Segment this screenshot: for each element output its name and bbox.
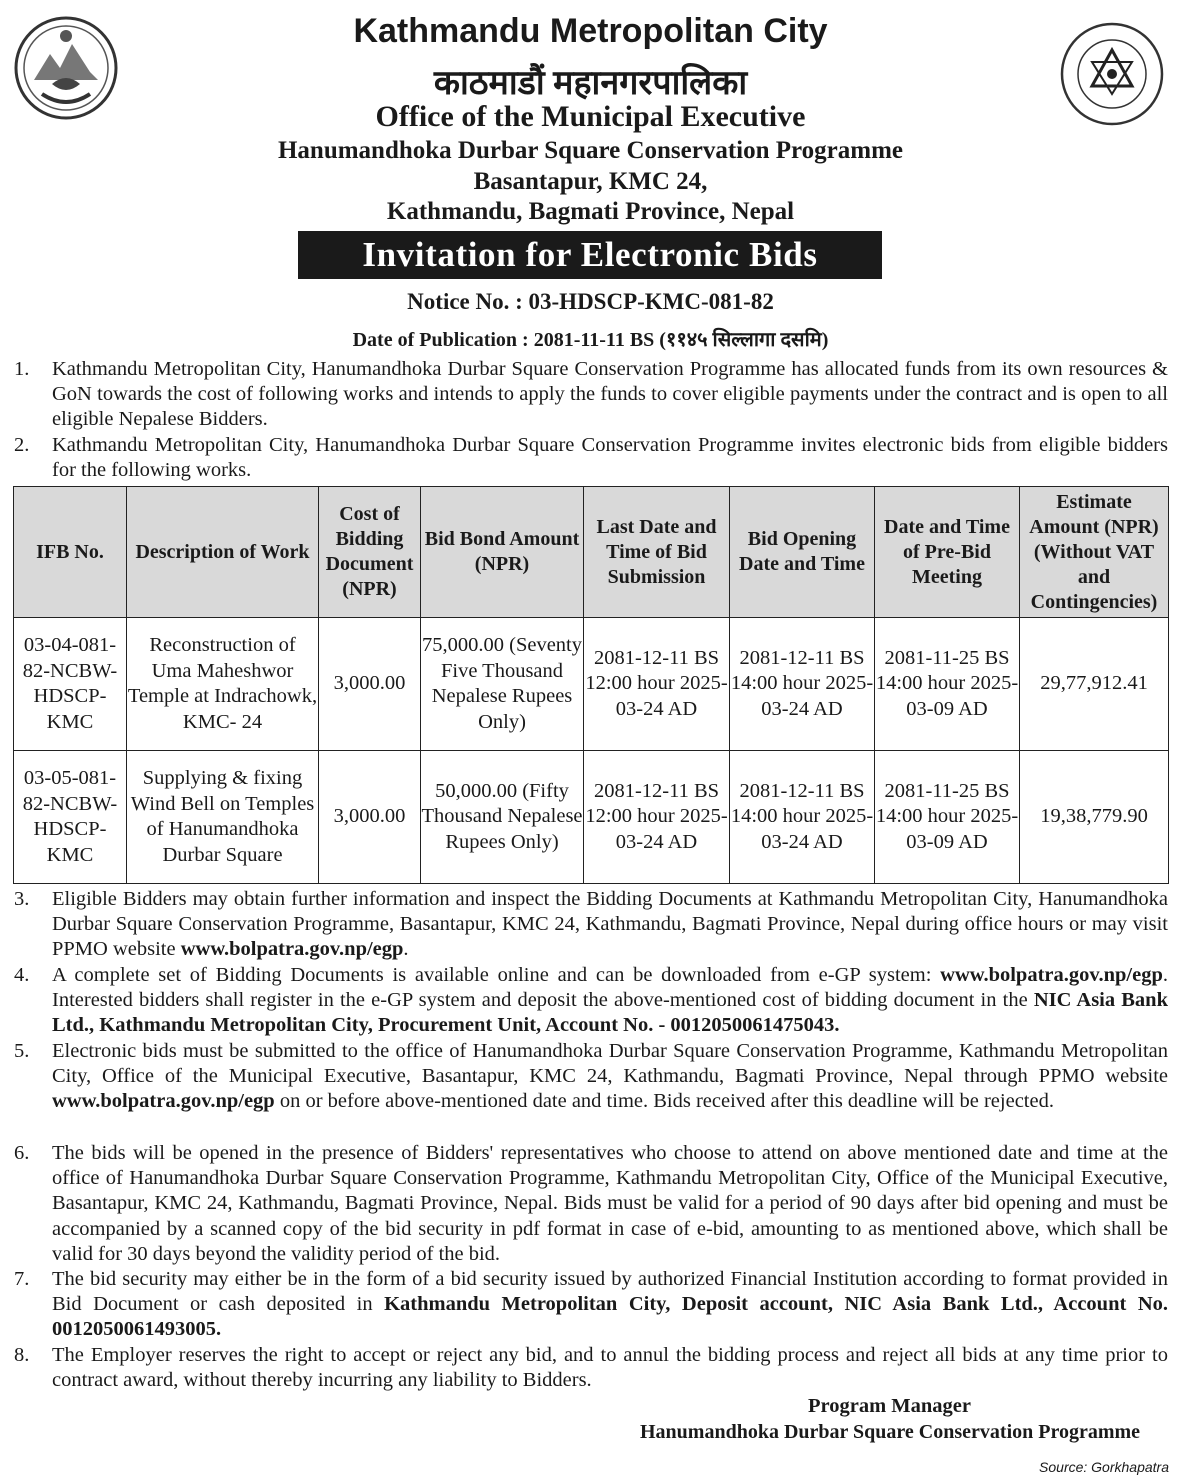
paragraph-5 (14, 1039, 1168, 1115)
ppmo-link[interactable]: www.bolpatra.gov.np/egp (180, 938, 404, 961)
table-header-row (14, 487, 1169, 618)
table-row (14, 618, 1169, 751)
deposit-account: Kathmandu Metropolitan City, Deposit account, NIC Asia Bank Ltd., Account No. 0012050061493005. (52, 1293, 1168, 1341)
signatory-organization: Hanumandhoka Durbar Square Conservation Programme (640, 1421, 1141, 1443)
notice-title-banner: Invitation for Electronic Bids (298, 231, 882, 279)
cell-description: Reconstruction of Uma Maheshwor Temple at Indrachowk, KMC- 24 (127, 618, 319, 751)
paragraph-number: 7. (14, 1268, 30, 1290)
paragraph-text: Kathmandu Metropolitan City, Hanumandhoka Durbar Square Conservation Programme has allocated funds from its own resources & GoN towards the cost of following works and intends to apply the funds to cover eligible payments under the contract and is open to all eligible Nepalese Bidders. (52, 358, 1168, 431)
header-bid-opening: Bid Opening Date and Time (730, 487, 875, 618)
paragraph-text: The Employer reserves the right to accept or reject any bid, and to annul the bidding process and reject all bids at any time prior to contract award, without thereby incurring any liability to Bidders. (52, 1344, 1168, 1392)
paragraph-1 (14, 357, 1168, 433)
cell-description: Supplying & fixing Wind Bell on Temples of Hanumandhoka Durbar Square (127, 751, 319, 884)
paragraph-2 (14, 433, 1168, 483)
ppmo-link[interactable]: www.bolpatra.gov.np/egp (52, 1090, 275, 1113)
cell-last-date: 2081-12-11 BS 12:00 hour 2025-03-24 AD (584, 618, 730, 751)
bids-table (13, 486, 1169, 884)
paragraph-text: Electronic bids must be submitted to the office of Hanumandhoka Durbar Square Conservation Programme, Kathmandu Metropolitan City, Office of the Municipal Executive, Basantapur, KMC 24, Kathmandu, Bagmati Province, Nepal through PPMO website www.bolpatra.gov.np/egp on or before above-mentioned date and time. Bids received after this deadline will be rejected. (52, 1040, 1168, 1113)
source-credit: Source: Gorkhapatra (1039, 1459, 1169, 1475)
cell-pre-bid: 2081-11-25 BS 14:00 hour 2025-03-09 AD (875, 618, 1020, 751)
cell-bid-bond: 50,000.00 (Fifty Thousand Nepalese Rupees Only) (421, 751, 584, 884)
header-description: Description of Work (127, 487, 319, 618)
paragraph-number: 3. (14, 888, 30, 910)
office-name: Office of the Municipal Executive (375, 100, 806, 133)
publication-date: Date of Publication : 2081-11-11 BS (११४५ सिल्लागा दसमि) (352, 329, 829, 351)
cell-pre-bid: 2081-11-25 BS 14:00 hour 2025-03-09 AD (875, 751, 1020, 884)
header-pre-bid: Date and Time of Pre-Bid Meeting (875, 487, 1020, 618)
cell-bid-opening: 2081-12-11 BS 14:00 hour 2025-03-24 AD (730, 751, 875, 884)
paragraph-6 (14, 1141, 1168, 1267)
cell-ifb-no: 03-05-081-82-NCBW-HDSCP-KMC (14, 751, 127, 884)
cell-ifb-no: 03-04-081-82-NCBW-HDSCP-KMC (14, 618, 127, 751)
paragraph-number: 6. (14, 1142, 30, 1164)
paragraph-number: 5. (14, 1040, 30, 1062)
header-last-date: Last Date and Time of Bid Submission (584, 487, 730, 618)
header-document-cost: Cost of Bidding Document (NPR) (319, 487, 421, 618)
paragraph-text: Kathmandu Metropolitan City, Hanumandhoka Durbar Square Conservation Programme invites electronic bids from eligible bidders for the following works. (52, 434, 1168, 482)
cell-document-cost: 3,000.00 (319, 751, 421, 884)
paragraph-4 (14, 963, 1168, 1039)
paragraph-3 (14, 887, 1168, 963)
procurement-account: NIC Asia Bank Ltd., Kathmandu Metropolitan City, Procurement Unit, Account No. - 0012050061475043. (52, 989, 1168, 1037)
paragraph-number: 8. (14, 1344, 30, 1366)
cell-estimate: 19,38,779.90 (1020, 751, 1169, 884)
header-estimate: Estimate Amount (NPR) (Without VAT and Contingencies) (1020, 487, 1169, 618)
city-name-nepali: काठमाडौं महानगरपालिका (433, 65, 748, 102)
header-ifb-no: IFB No. (14, 487, 127, 618)
paragraph-text: The bid security may either be in the form of a bid security issued by authorized Financial Institution according to format provided in Bid Document or cash deposited in Kathmandu Metropolitan City, Deposit account, NIC Asia Bank Ltd., Account No. 0012050061493005. (52, 1268, 1168, 1341)
cell-document-cost: 3,000.00 (319, 618, 421, 751)
cell-bid-bond: 75,000.00 (Seventy Five Thousand Nepalese Rupees Only) (421, 618, 584, 751)
paragraph-7 (14, 1267, 1168, 1343)
paragraph-8 (14, 1343, 1168, 1393)
paragraph-number: 1. (14, 358, 30, 380)
city-name: Kathmandu Metropolitan City (353, 12, 828, 50)
cell-last-date: 2081-12-11 BS 12:00 hour 2025-03-24 AD (584, 751, 730, 884)
paragraph-number: 4. (14, 964, 30, 986)
programme-name: Hanumandhoka Durbar Square Conservation Programme (277, 137, 904, 164)
cell-bid-opening: 2081-12-11 BS 14:00 hour 2025-03-24 AD (730, 618, 875, 751)
paragraph-text: The bids will be opened in the presence of Bidders' representatives who choose to attend on above mentioned date and time at the office of Hanumandhoka Durbar Square Conservation Programme, Kathmandu Metropolitan City, Office of the Municipal Executive, Basantapur, KMC 24, Kathmandu, Bagmati Province, Nepal. Bids must be valid for a period of 90 days after bid opening and must be accompanied by a scanned copy of the bid security in pdf format in case of e-bid, amounting to as mentioned above, which shall be valid for 30 days beyond the validity period of the bid. (52, 1142, 1168, 1265)
paragraph-text: A complete set of Bidding Documents is available online and can be downloaded from e-GP system: www.bolpatra.gov.np/egp. Interested bidders shall register in the e-GP system and deposit the above-mentioned cost of bidding document in the NIC Asia Bank Ltd., Kathmandu Metropolitan City, Procurement Unit, Account No. - 0012050061475043. (52, 964, 1168, 1037)
signatory-title: Program Manager (808, 1395, 971, 1417)
table-row (14, 751, 1169, 884)
egp-link[interactable]: www.bolpatra.gov.np/egp (940, 964, 1163, 986)
paragraph-number: 2. (14, 434, 30, 456)
address-line-2: Kathmandu, Bagmati Province, Nepal (386, 198, 795, 225)
paragraph-text: Eligible Bidders may obtain further information and inspect the Bidding Documents at Kathmandu Metropolitan City, Hanumandhoka Durbar Square Conservation Programme, Basantapur, KMC 24, Kathmandu, Bagmati Province, Nepal during office hours or may visit PPMO website www.bolpatra.gov.np/egp. (52, 888, 1168, 961)
notice-number: Notice No. : 03-HDSCP-KMC-081-82 (407, 289, 774, 314)
cell-estimate: 29,77,912.41 (1020, 618, 1169, 751)
header-bid-bond: Bid Bond Amount (NPR) (421, 487, 584, 618)
address-line-1: Basantapur, KMC 24, (473, 168, 708, 195)
